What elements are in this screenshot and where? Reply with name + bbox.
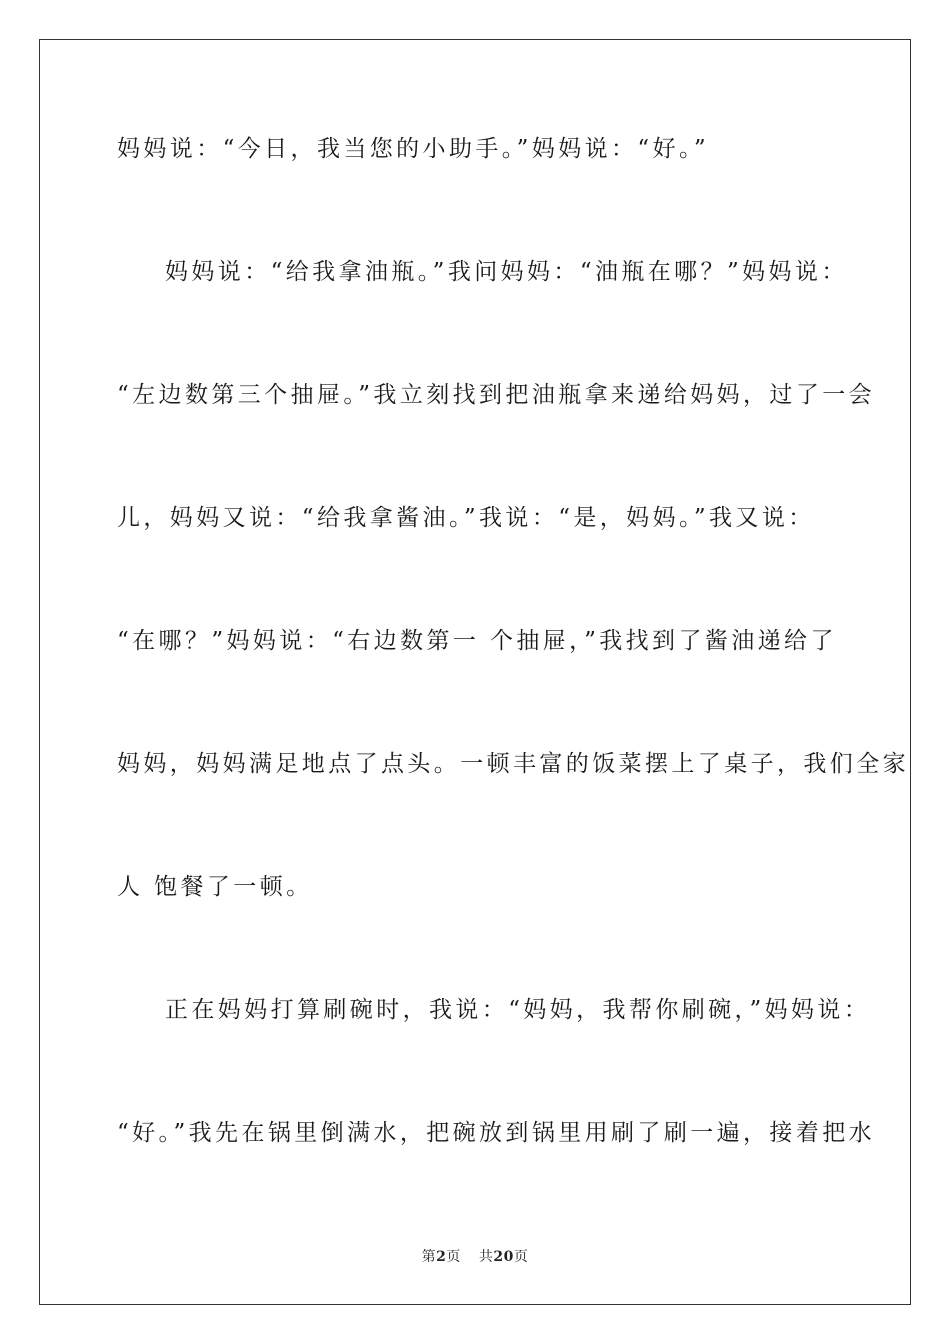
document-body — [117, 125, 909, 1232]
text-line-1: 妈妈说：“今日，我当您的小助手。”妈妈说：“好。” — [117, 136, 710, 162]
text-line-8: 正在妈妈打算刷碗时，我说：“妈妈，我帮你刷碗，”妈妈说： — [165, 997, 871, 1023]
page-suffix: 页 — [446, 1249, 461, 1265]
total-suffix: 页 — [513, 1249, 529, 1265]
text-line-3: “左边数第三个抽屉。”我立刻找到把油瓶拿来递给妈妈，过了一会 — [117, 382, 876, 408]
text-line-7: 人 饱餐了一顿。 — [117, 874, 313, 900]
text-line-2: 妈妈说：“给我拿油瓶。”我问妈妈：“油瓶在哪？”妈妈说： — [165, 259, 848, 285]
page-footer — [0, 1246, 950, 1266]
text-line-5: “在哪？”妈妈说：“右边数第一 个抽屉，”我找到了酱油递给了 — [117, 628, 837, 654]
page-prefix: 第 — [421, 1249, 437, 1265]
text-line-6: 妈妈，妈妈满足地点了点头。一顿丰富的饭菜摆上了桌子，我们全家 — [117, 751, 909, 777]
total-pages: 20 — [493, 1249, 514, 1265]
text-line-9: “好。”我先在锅里倒满水，把碗放到锅里用刷了刷一遍，接着把水 — [117, 1120, 876, 1146]
total-prefix: 共 — [478, 1249, 494, 1265]
text-line-4: 儿，妈妈又说：“给我拿酱油。”我说：“是，妈妈。”我又说： — [117, 505, 815, 531]
page-number: 2 — [436, 1249, 447, 1265]
